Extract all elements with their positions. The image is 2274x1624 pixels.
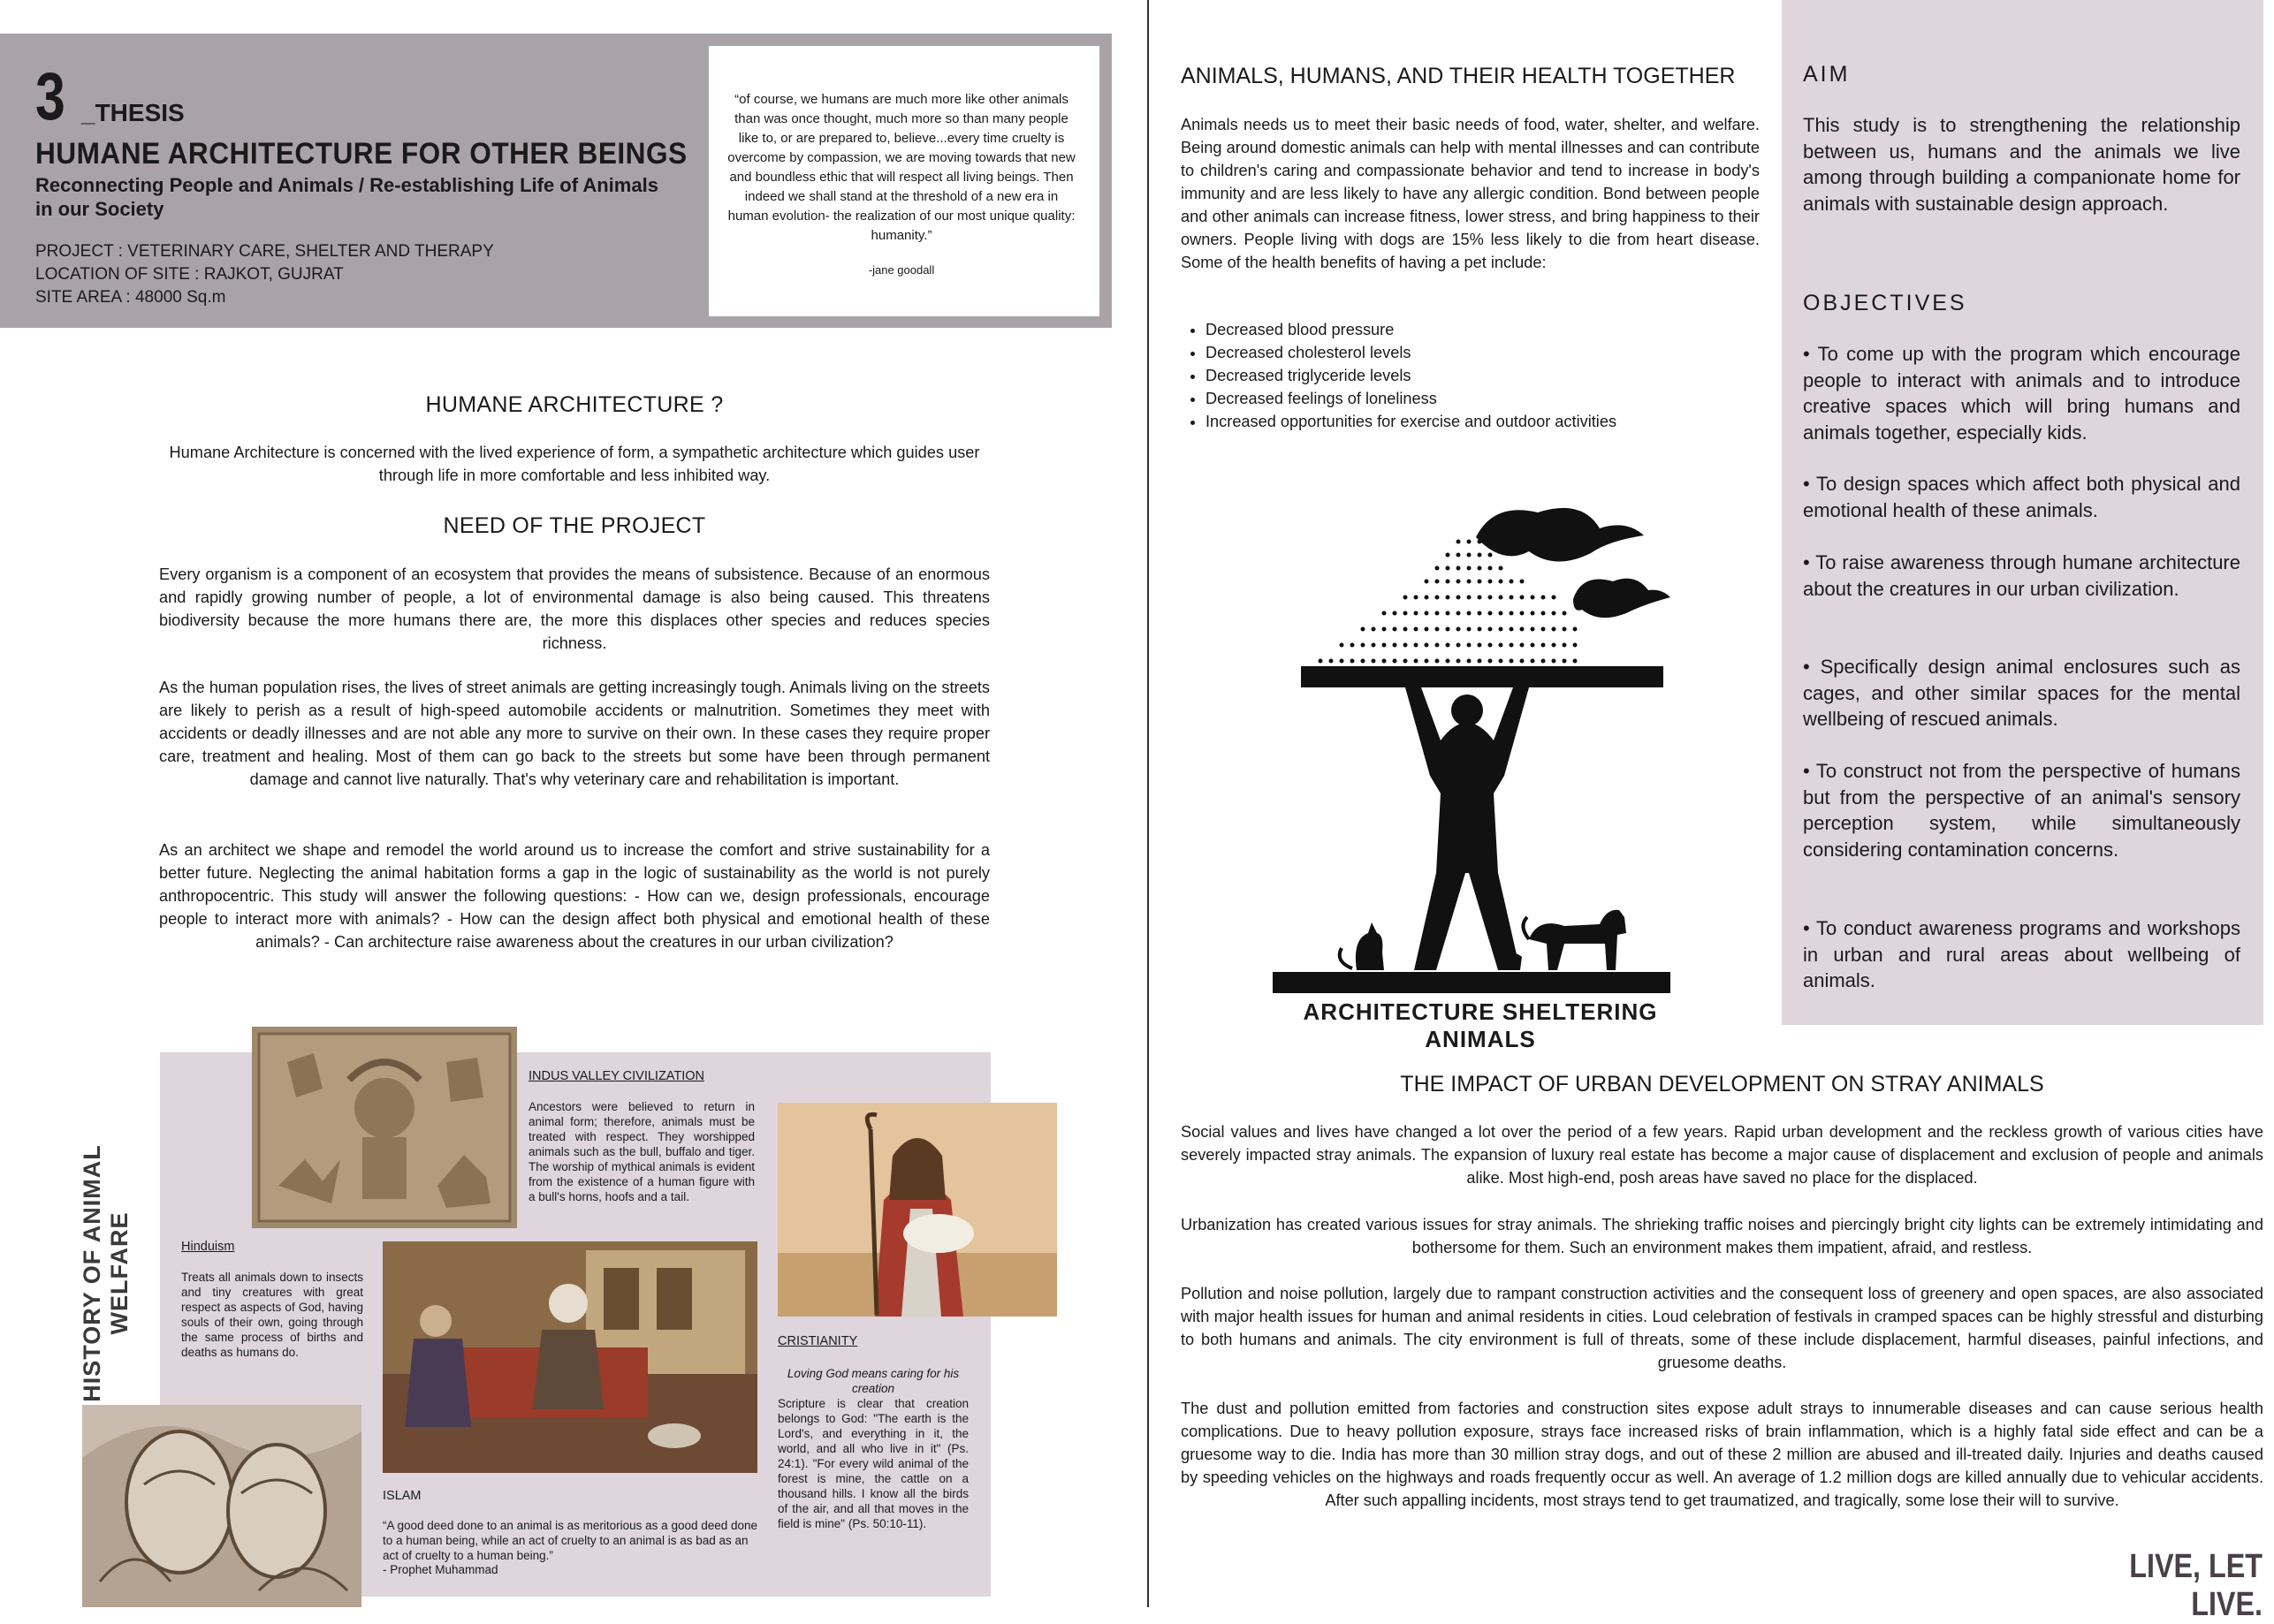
page-title: HUMANE ARCHITECTURE FOR OTHER BEINGS bbox=[35, 137, 688, 171]
quote-author: -jane goodall bbox=[868, 263, 935, 277]
thesis-number: 3 bbox=[35, 59, 65, 134]
page-subtitle: Reconnecting People and Animals / Re-establishing Life of Animals in our Society bbox=[35, 174, 658, 220]
page-divider bbox=[1147, 0, 1149, 1607]
quote-text: “of course, we humans are much more like other animals than was once thought, much more so than many people like to, or are prepared to, believe...every time cruelty is overcome by compassion, we are moving towards that new and boundless ethic that will respect all living beings. Then indeed we shall stand at the threshold of a new era in human evolution- the realization of our most unique quality: humanity.” bbox=[727, 92, 1076, 243]
objective-item-2: • To design spaces which affect both physical and emotional health of these animals. bbox=[1803, 473, 2240, 521]
islam-image bbox=[383, 1241, 757, 1473]
christianity-subheading: Loving God means caring for his creation bbox=[787, 1367, 960, 1395]
indus-text: Ancestors were believed to return in animal form; therefore, animals must be treated with respect. They worshipped animals such as the bull, buffalo and tiger. The worship of mythical animals is evident from the existence of a human figure with a bull's horns, hoofs and a tail. bbox=[529, 1100, 755, 1203]
islam-author: - Prophet Muhammad bbox=[383, 1563, 498, 1576]
list-item: • Increased opportunities for exercise and outdoor activities bbox=[1205, 410, 1789, 433]
aim-text: This study is to strengthening the relationship between us, humans and the animals we live among through building a companionate home for animals with sustainable design approach. bbox=[1803, 114, 2240, 215]
health-text: Animals needs us to meet their basic needs of food, water, shelter, and welfare. Being around domestic animals can help with mental illnesses and can contribute to children's caring and compassionate behavior and tend to increase in body's immunity and are less likely to have any allergic condition. Bond between people and other animals can increase fitness, lower stress, and bring happiness to their owners. People living with dogs are 15% less likely to die from heart disease. Some of the health benefits of having a pet include: bbox=[1181, 116, 1760, 271]
need-paragraph-3: As an architect we shape and remodel the world around us to increase the comfort and strive sustainability for a better future. Neglecting the animal habitation forms a gap in the logic of sustainability as the world is not purely anthropocentric. This study will answer the following questions: - How can we, design professionals, encourage people to interact more with animals? - How can the design affect both physical and emotional health of these animals? - Can architecture raise awareness about the creatures in our urban civilization? bbox=[159, 841, 990, 951]
architecture-sheltering-animals-illustration bbox=[1273, 502, 1688, 1006]
list-item: • Decreased triglyceride levels bbox=[1205, 364, 1789, 387]
indus-heading: INDUS VALLEY CIVILIZATION bbox=[529, 1069, 705, 1083]
objective-item-5: • To construct not from the perspective of humans but from the perspective of an animal's sensory perception system, while simultaneously considering contamination concerns. bbox=[1803, 760, 2240, 861]
christianity-image bbox=[778, 1103, 1057, 1317]
islam-text: “A good deed done to an animal is as meritorious as a good deed done to a human being, while an act of cruelty to an animal is as bad as an act of cruelty to a human being.” bbox=[383, 1519, 758, 1562]
history-vertical-title: HISTORY OF ANIMAL WELFARE bbox=[79, 1144, 133, 1402]
tagline: LIVE, LET LIVE. bbox=[2129, 1548, 2263, 1623]
impact-paragraph-2: Urbanization has created various issues for stray animals. The shrieking traffic noises and piercingly bright city lights can be extremely intimidating and bothersome for them. Such an environment makes them impatient, afraid, and restless. bbox=[1181, 1216, 2263, 1256]
impact-paragraph-3: Pollution and noise pollution, largely due to rampant construction activities and the consequent loss of greenery and open spaces, are also associated with major health issues for human and animal residents in cities. Loud celebration of festivals in cramped spaces can be highly stressful and disturbing to both humans and animals. The city environment is full of threats, some of these include displacement, harmful diseases, painful infections, and gruesome deaths. bbox=[1181, 1285, 2263, 1371]
objective-item-1: • To come up with the program which encourage people to interact with animals and to introduce creative spaces which will bring humans and animals together, especially kids. bbox=[1803, 343, 2240, 444]
christianity-heading: CRISTIANITY bbox=[778, 1334, 858, 1348]
objective-item-6: • To conduct awareness programs and workshops in urban and rural areas about wellbeing of animals. bbox=[1803, 917, 2240, 991]
objectives-heading: OBJECTIVES bbox=[1803, 291, 1967, 315]
hinduism-image bbox=[82, 1405, 361, 1607]
thesis-label: _THESIS bbox=[81, 99, 185, 126]
site-area-line: SITE AREA : 48000 Sq.m bbox=[35, 288, 226, 307]
illustration-caption: ARCHITECTURE SHELTERING ANIMALS bbox=[1303, 998, 1658, 1052]
health-heading: ANIMALS, HUMANS, AND THEIR HEALTH TOGETHER bbox=[1181, 64, 1736, 88]
impact-heading: THE IMPACT OF URBAN DEVELOPMENT ON STRAY ANIMALS bbox=[1400, 1072, 2044, 1097]
rain-dots bbox=[1319, 540, 1578, 664]
christianity-text: Scripture is clear that creation belongs to God: "The earth is the Lord's, and everything in it, the world, and all who live in it" (Ps. 24:1). "For every wild animal of the forest is mine, the cattle on a thousand hills. I know all the birds of the air, and all that moves in the field is mine" (Ps. 50:10-11). bbox=[778, 1397, 969, 1530]
list-item: • Decreased feelings of loneliness bbox=[1205, 387, 1789, 410]
project-line: PROJECT : VETERINARY CARE, SHELTER AND THERAPY bbox=[35, 242, 494, 261]
islam-heading: ISLAM bbox=[383, 1489, 422, 1503]
location-line: LOCATION OF SITE : RAJKOT, GUJRAT bbox=[35, 265, 344, 284]
humane-architecture-text: Humane Architecture is concerned with the lived experience of form, a sympathetic architecture which guides user through life in more comfortable and less inhibited way. bbox=[169, 444, 980, 484]
impact-paragraph-1: Social values and lives have changed a lot over the period of a few years. Rapid urban development and the reckless growth of various cities have severely impacted stray animals. The expansion of luxury real estate has become a major cause of displacement and exclusion of people and animals alike. Most high-end, posh areas have saved no place for the displaced. bbox=[1181, 1123, 2263, 1187]
benefits-list bbox=[1181, 318, 1789, 433]
objective-item-4: • Specifically design animal enclosures such as cages, and other similar spaces for the mental wellbeing of rescued animals. bbox=[1803, 656, 2240, 730]
hinduism-heading: Hinduism bbox=[181, 1240, 235, 1254]
list-item: • Decreased blood pressure bbox=[1205, 318, 1789, 341]
list-item: • Decreased cholesterol levels bbox=[1205, 341, 1789, 364]
need-paragraph-2: As the human population rises, the lives of street animals are getting increasingly tough. Animals living on the streets are likely to perish as a result of high-speed automobile accidents or malnutrition. Sometimes they meet with accidents or deadly illnesses and are not able any more to survive on their own. In these cases they require proper care, treatment and healing. Most of them can go back to the streets but some have been through permanent damage and cannot live naturally. That's why veterinary care and rehabilitation is important. bbox=[159, 679, 990, 788]
impact-paragraph-4: The dust and pollution emitted from factories and construction sites expose adult strays to innumerable diseases and can cause serious health complications. Due to heavy pollution exposure, strays face increased risks of brain inflammation, which is a highly fatal side effect and can be a gruesome way to die. India has more than 30 million stray dogs, and out of these 2 million are abused and ill-treated daily. Injuries and deaths caused by speeding vehicles on the highways and roads frequently occur as well. An average of 1.2 million dogs are killed annually due to vehicular accidents. After such appalling incidents, most strays tend to get traumatized, and tragically, some lose their will to survive. bbox=[1181, 1400, 2263, 1509]
humane-architecture-heading: HUMANE ARCHITECTURE ? bbox=[425, 392, 724, 417]
need-heading: NEED OF THE PROJECT bbox=[443, 513, 706, 538]
need-paragraph-1: Every organism is a component of an ecosystem that provides the means of subsistence. Because of an enormous and rapidly growing number of people, a lot of environmental damage is also being caused. This threatens biodiversity because the more humans there are, the more this displaces other species and reduces species richness. bbox=[159, 565, 990, 652]
objective-item-3: • To raise awareness through humane architecture about the creatures in our urban civilization. bbox=[1803, 551, 2240, 600]
indus-seal-image bbox=[252, 1027, 517, 1228]
aim-heading: AIM bbox=[1803, 62, 1851, 87]
hinduism-text: Treats all animals down to insects and tiny creatures with great respect as aspects of God, having souls of their own, going through the same process of births and deaths as humans do. bbox=[181, 1271, 363, 1359]
